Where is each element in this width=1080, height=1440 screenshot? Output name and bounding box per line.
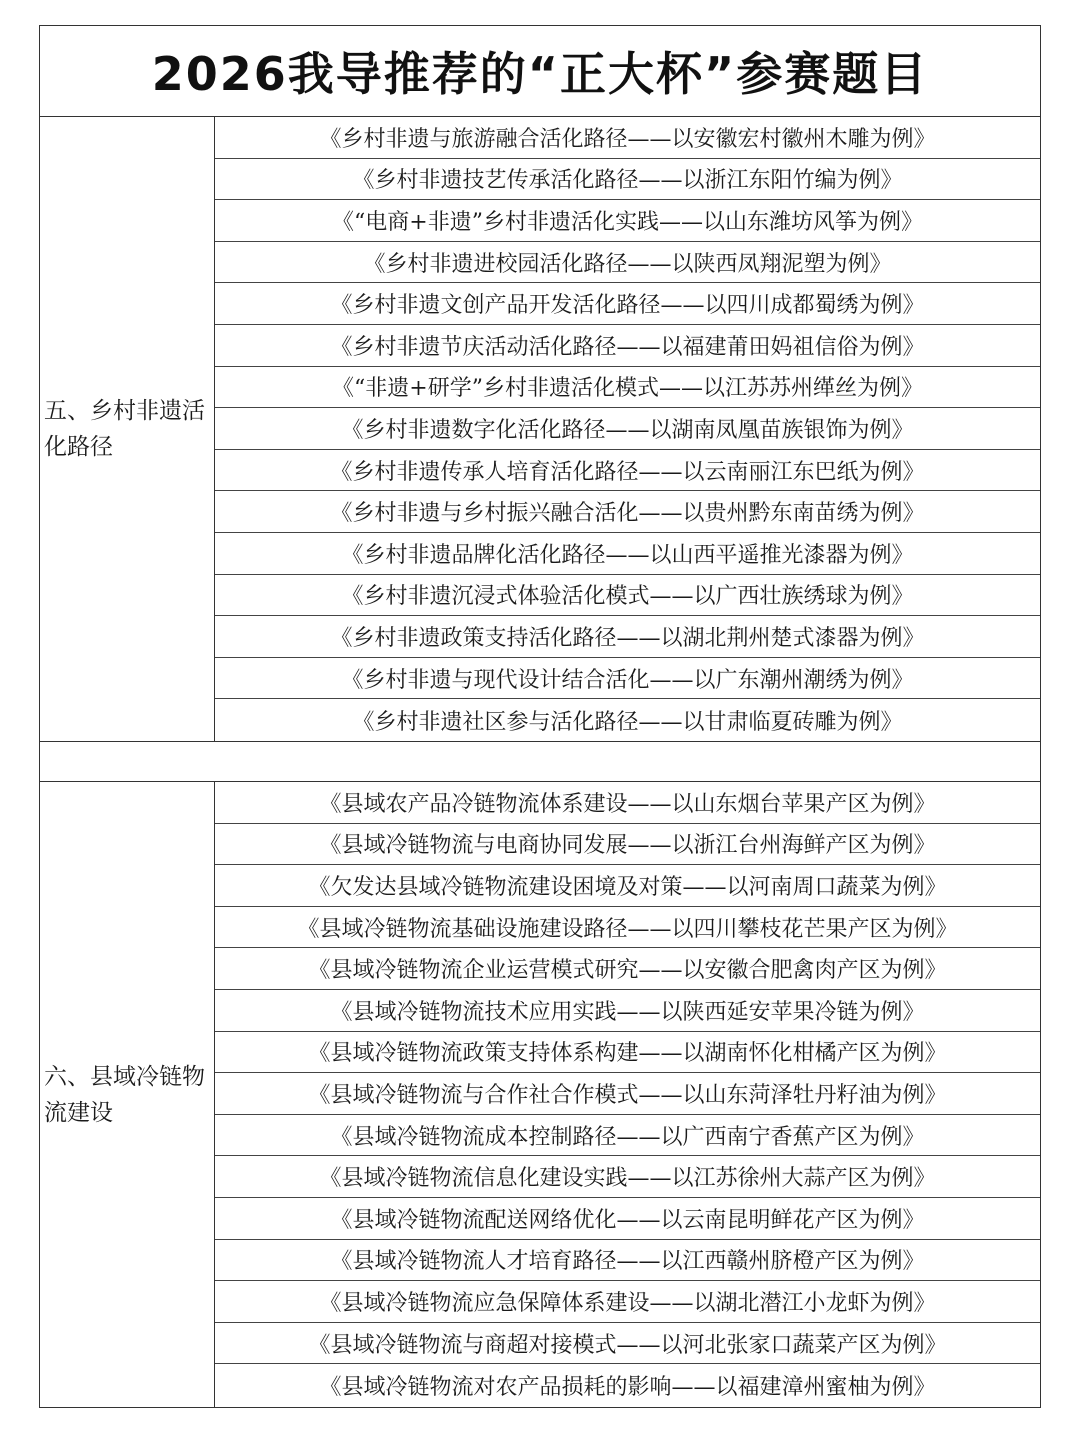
topics-table	[39, 25, 1041, 1408]
category-label: 五、乡村非遗活化路径	[44, 398, 205, 460]
section-divider	[40, 741, 1040, 782]
topic-row: 《乡村非遗品牌化活化路径——以山西平遥推光漆器为例》	[215, 533, 1040, 575]
topic-list	[215, 782, 1040, 1406]
topic-row: 《“电商+非遗”乡村非遗活化实践——以山东潍坊风筝为例》	[215, 200, 1040, 242]
topic-row: 《县域冷链物流对农产品损耗的影响——以福建漳州蜜柚为例》	[319, 1374, 936, 1400]
topic-row: 《县域冷链物流与电商协同发展——以浙江台州海鲜产区为例》	[215, 824, 1040, 866]
topic-row: 《乡村非遗政策支持活化路径——以湖北荆州楚式漆器为例》	[215, 616, 1040, 658]
category-cell	[40, 782, 215, 1408]
topic-row: 《县域冷链物流基础设施建设路径——以四川攀枝花芒果产区为例》	[215, 907, 1040, 949]
topic-list	[215, 117, 1040, 741]
category-cell	[40, 117, 215, 741]
topic-row: 《县域冷链物流与商超对接模式——以河北张家口蔬菜产区为例》	[215, 1323, 1040, 1365]
topic-row: 《县域冷链物流成本控制路径——以广西南宁香蕉产区为例》	[215, 1115, 1040, 1157]
topic-row: 《县域冷链物流技术应用实践——以陕西延安苹果冷链为例》	[215, 990, 1040, 1032]
topic-row: 《县域冷链物流配送网络优化——以云南昆明鲜花产区为例》	[215, 1198, 1040, 1240]
page-title: 2026我导推荐的“正大杯”参赛题目	[40, 26, 1040, 117]
topic-row: 《乡村非遗沉浸式体验活化模式——以广西壮族绣球为例》	[215, 575, 1040, 617]
topic-row: 《乡村非遗进校园活化路径——以陕西凤翔泥塑为例》	[215, 242, 1040, 284]
topic-row: 《乡村非遗传承人培育活化路径——以云南丽江东巴纸为例》	[215, 450, 1040, 492]
topic-row: 《乡村非遗与乡村振兴融合活化——以贵州黔东南苗绣为例》	[215, 491, 1040, 533]
topic-row: 《乡村非遗社区参与活化路径——以甘肃临夏砖雕为例》	[352, 709, 903, 735]
category-label: 六、县域冷链物流建设	[44, 1064, 205, 1126]
topic-row: 《乡村非遗节庆活动活化路径——以福建莆田妈祖信俗为例》	[215, 325, 1040, 367]
section-rural-heritage	[40, 117, 1040, 741]
topic-row: 《乡村非遗与现代设计结合活化——以广东潮州潮绣为例》	[215, 658, 1040, 700]
topic-row: 《县域农产品冷链物流体系建设——以山东烟台苹果产区为例》	[215, 782, 1040, 824]
topic-row: 《欠发达县域冷链物流建设困境及对策——以河南周口蔬菜为例》	[215, 865, 1040, 907]
topic-row: 《乡村非遗与旅游融合活化路径——以安徽宏村徽州木雕为例》	[215, 117, 1040, 159]
topic-row: 《县域冷链物流与合作社合作模式——以山东菏泽牡丹籽油为例》	[215, 1073, 1040, 1115]
topic-row: 《乡村非遗文创产品开发活化路径——以四川成都蜀绣为例》	[215, 283, 1040, 325]
topic-row: 《县域冷链物流政策支持体系构建——以湖南怀化柑橘产区为例》	[215, 1032, 1040, 1074]
topic-row: 《乡村非遗技艺传承活化路径——以浙江东阳竹编为例》	[215, 159, 1040, 201]
topic-row: 《县域冷链物流企业运营模式研究——以安徽合肥禽肉产区为例》	[215, 948, 1040, 990]
topic-row: 《“非遗+研学”乡村非遗活化模式——以江苏苏州缂丝为例》	[215, 367, 1040, 409]
topic-row: 《县域冷链物流应急保障体系建设——以湖北潜江小龙虾为例》	[215, 1281, 1040, 1323]
section-cold-chain	[40, 782, 1040, 1408]
topic-row: 《县域冷链物流信息化建设实践——以江苏徐州大蒜产区为例》	[215, 1156, 1040, 1198]
topic-row: 《县域冷链物流人才培育路径——以江西赣州脐橙产区为例》	[215, 1240, 1040, 1282]
topic-row: 《乡村非遗数字化活化路径——以湖南凤凰苗族银饰为例》	[215, 408, 1040, 450]
